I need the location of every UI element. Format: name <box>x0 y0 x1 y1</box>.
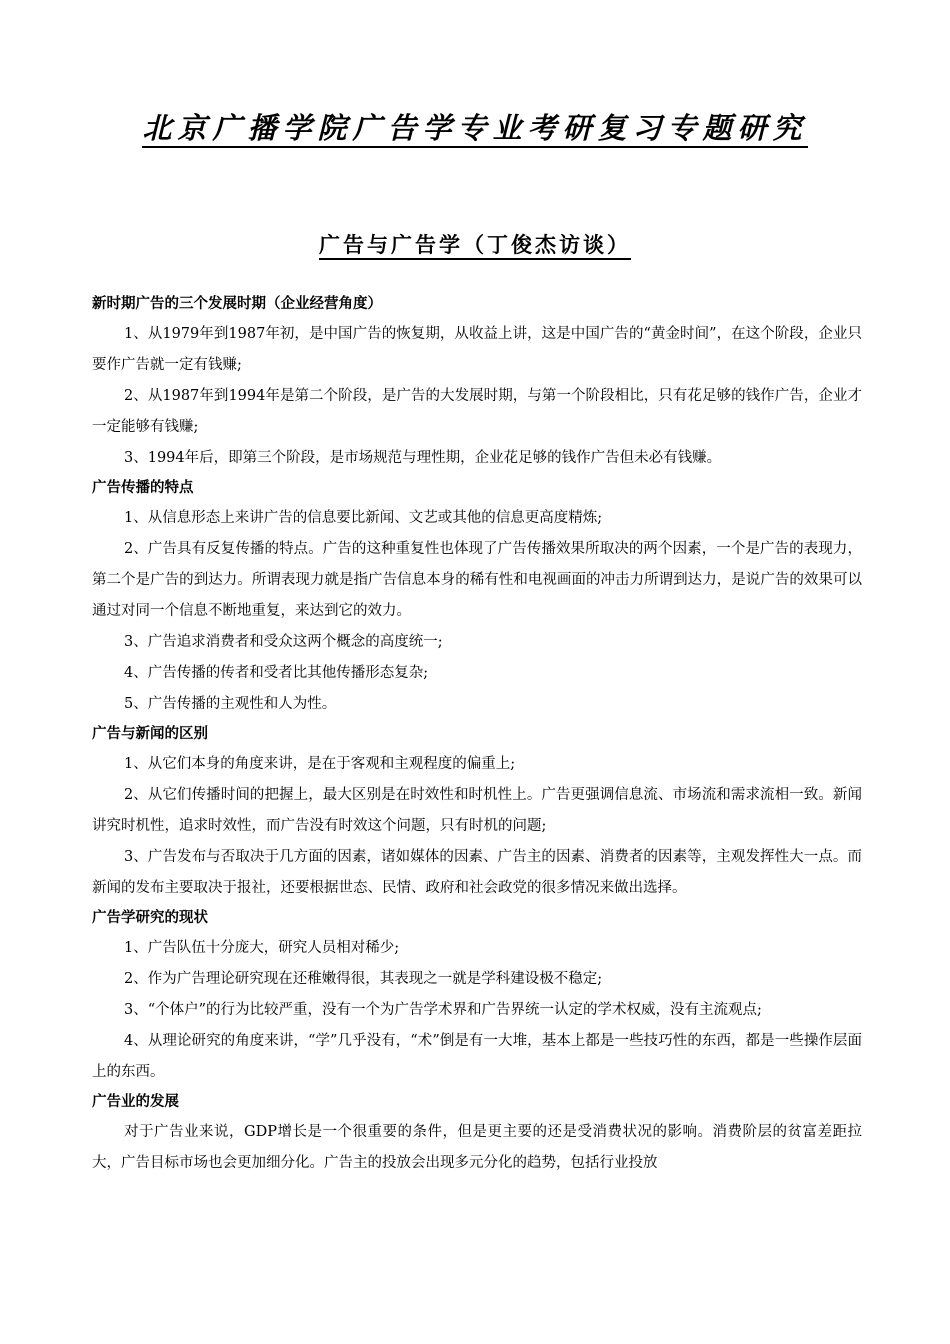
paragraph: 2、作为广告理论研究现在还稚嫩得很，其表现之一就是学科建设极不稳定; <box>124 971 603 987</box>
paragraph: 对于广告业来说，GDP增长是一个很重要的条件，但是更主要的还是受消费状况的影响。消费阶层的贫富差距拉大，广告目标市场也会更加细分化。广告主的投放会出现多元分化的趋势，包括行业投放 <box>92 1124 862 1171</box>
paragraph: 3、广告发布与否取决于几方面的因素，诸如媒体的因素、广告主的因素、消费者的因素等，主观发挥性大一点。而新闻的发布主要取决于报社，还要根据世态、民情、政府和社会政党的很多情况来做出选择。 <box>92 849 862 896</box>
paragraph: 4、从理论研究的角度来讲，“学”几乎没有，“术”倒是有一大堆，基本上都是一些技巧性的东西，都是一些操作层面上的东西。 <box>92 1033 862 1080</box>
section-research-status <box>92 904 862 1088</box>
section-heading: 广告传播的特点 <box>92 480 194 496</box>
section-heading: 广告学研究的现状 <box>92 910 208 926</box>
paragraph: 1、从它们本身的角度来讲，是在于客观和主观程度的偏重上; <box>124 756 516 772</box>
paragraph: 1、广告队伍十分庞大，研究人员相对稀少; <box>124 940 400 956</box>
section-ad-communication-features <box>92 474 862 720</box>
section-industry-development <box>92 1088 862 1179</box>
paragraph: 1、从信息形态上来讲广告的信息要比新闻、文艺或其他的信息更高度精炼; <box>124 510 603 526</box>
paragraph: 4、广告传播的传者和受者比其他传播形态复杂; <box>124 665 429 681</box>
section-development-periods <box>92 290 862 474</box>
paragraph: 5、广告传播的主观性和人为性。 <box>124 696 337 712</box>
document-subtitle: 广告与广告学（丁俊杰访谈） <box>0 228 950 262</box>
section-heading: 广告与新闻的区别 <box>92 726 208 742</box>
document-body <box>92 290 862 1179</box>
section-heading: 广告业的发展 <box>92 1094 179 1110</box>
paragraph: 3、“个体户”的行为比较严重，没有一个为广告学术界和广告界统一认定的学术权威，没有主流观点; <box>124 1002 762 1018</box>
paragraph: 2、从1987年到1994年是第二个阶段，是广告的大发展时期，与第一个阶段相比，只有花足够的钱作广告，企业才一定能够有钱赚; <box>92 388 862 435</box>
paragraph: 2、广告具有反复传播的特点。广告的这种重复性也体现了广告传播效果所取决的两个因素，一个是广告的表现力，第二个是广告的到达力。所谓表现力就是指广告信息本身的稀有性和电视画面的冲击力所谓到达力，是说广告的效果可以通过对同一个信息不断地重复，来达到它的效力。 <box>92 541 862 619</box>
section-ad-vs-news <box>92 720 862 904</box>
paragraph: 2、从它们传播时间的把握上，最大区别是在时效性和时机性上。广告更强调信息流、市场流和需求流相一致。新闻讲究时机性，追求时效性，而广告没有时效这个问题，只有时机的问题; <box>92 787 862 834</box>
document-title: 北京广播学院广告学专业考研复习专题研究 <box>0 108 950 148</box>
paragraph: 3、广告追求消费者和受众这两个概念的高度统一; <box>124 634 443 650</box>
paragraph: 3、1994年后，即第三个阶段，是市场规范与理性期，企业花足够的钱作广告但未必有钱赚。 <box>124 450 722 466</box>
paragraph: 1、从1979年到1987年初，是中国广告的恢复期，从收益上讲，这是中国广告的“黄金时间”，在这个阶段，企业只要作广告就一定有钱赚; <box>92 326 862 373</box>
section-heading: 新时期广告的三个发展时期（企业经营角度） <box>92 296 382 312</box>
